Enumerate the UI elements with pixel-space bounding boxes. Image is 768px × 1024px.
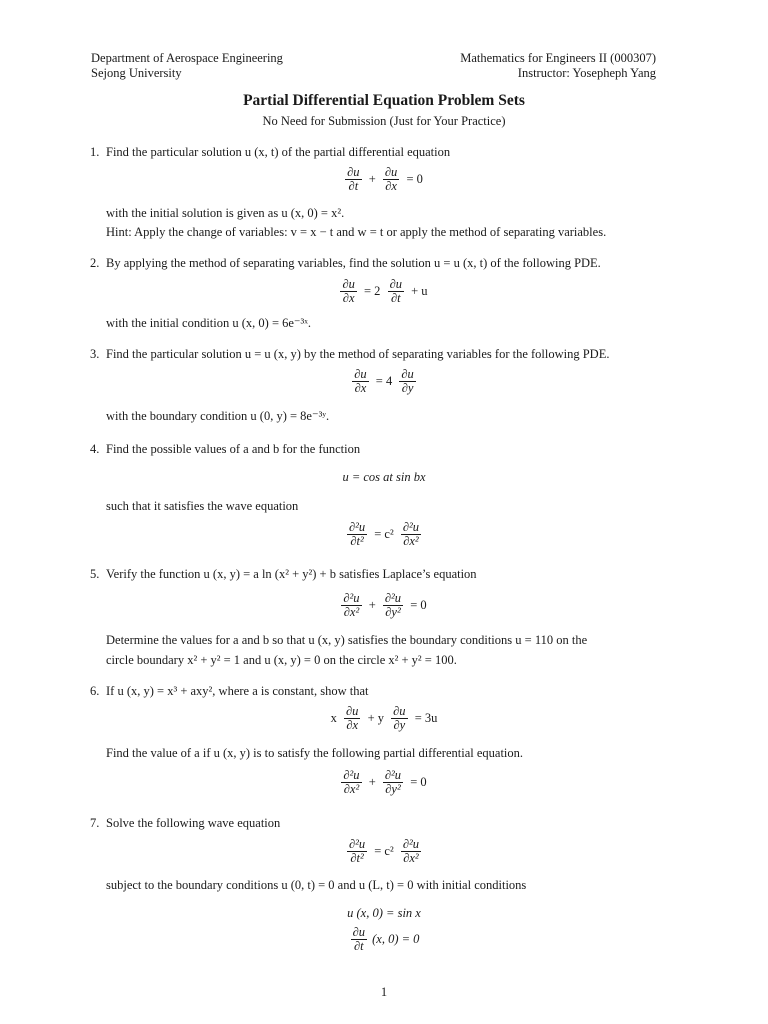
equation-5: $\frac{\text{∂²u}}{\text{∂x²}}$ + $\frac{\text{∂²u}}{\text{∂y²}}$ = 0 xyxy=(343,591,427,619)
problem-text: Determine the values for a and b so that u (x, y) satisfies the boundary conditions u = 110 on the xyxy=(106,633,588,647)
problem-text: with the initial condition u (x, 0) = 6e⁻³ˣ. xyxy=(106,316,312,330)
initial-condition-2: $\frac{\partial u}{\partial t}$ (x, 0) = 0 xyxy=(352,925,420,953)
problem-hint: Hint: Apply the change of variables: v = x − t and w = t or apply the method of separating variables. xyxy=(106,225,607,239)
equation-1: $\frac{\partial u}{\partial t}$ + $\frac{\partial u}{\partial x}$ = 0 xyxy=(347,165,423,193)
equation-7: $\frac{\text{∂²u}}{\text{∂t²}}$ = c² $\frac{\text{∂²u}}{\text{∂x²}}$ xyxy=(348,837,420,865)
problem-text: with the boundary condition u (0, y) = 8e⁻³ʸ. xyxy=(106,409,330,423)
fraction: $\frac{\partial u}{\partial t}$ xyxy=(347,165,360,193)
page-number: 1 xyxy=(380,985,388,999)
fraction: $\frac{\partial u}{\partial x}$ xyxy=(384,165,398,193)
header-right xyxy=(460,51,656,81)
equation-2: $\frac{\partial u}{\partial x}$ = 2 $\frac{\partial u}{\partial t}$ + u xyxy=(342,277,428,305)
document-subtitle: No Need for Submission (Just for Your Practice) xyxy=(262,114,506,128)
equation-4b: $\frac{\text{∂²u}}{\text{∂t²}}$ = c² $\frac{\text{∂²u}}{\text{∂x²}}$ xyxy=(348,520,420,548)
problem-text: subject to the boundary conditions u (0, t) = 0 and u (L, t) = 0 with initial conditions xyxy=(106,878,527,892)
problem-text: such that it satisfies the wave equation xyxy=(106,499,299,513)
course-text: Mathematics for Engineers II (000307) xyxy=(460,51,656,65)
equation-3: $\frac{\partial u}{\partial x}$ = 4 $\frac{\partial u}{\partial y}$ xyxy=(354,367,414,395)
instructor-text: Instructor: Yosepheph Yang xyxy=(517,66,656,80)
university-text: Sejong University xyxy=(91,66,182,80)
problem-text: Find the value of a if u (x, y) is to satisfy the following partial differential equation. xyxy=(106,746,524,760)
equation-4a: u = cos at sin bx xyxy=(342,470,426,484)
problem-number: 1. xyxy=(90,145,100,159)
equation-6a: x $\frac{\partial u}{\partial x}$ + y $\frac{\partial u}{\partial y}$ = 3u xyxy=(330,704,438,732)
problem-text: Find the particular solution u (x, t) of the partial differential equation xyxy=(106,145,451,159)
document-page: Department of Aerospace Engineering Sejong University Mathematics for Engineers II (000307) Instructor: Yosepheph Yang Partial Differential Equation Problem Sets No Need for Submission (Just for Your Practice) 1. Find the particular solution u (x, t) of the partial differential equation $\frac{\partial u}{\partial t}$ + $\frac{\partial u}{\partial x}$ = 0 with the initial solution is given as u (x, 0) = x². Hint: Apply the change of variables: v = x − t and w = t or apply the method of separating variables. 2. By applying the method of separating variables, find the solution u = u (x, t) of the following PDE. $\frac{\partial u}{\partial x}$ = 2 $\frac{\partial u}{\partial t}$ + u with the initial condition u (x, 0) = 6e⁻³ˣ. 3. Find the particular solution u = u (x, y) by the method of separating variables for the following PDE. $\frac{\partial u}{\partial x}$ = 4 $\frac{\partial u}{\partial y}$ with the boundary condition u (0, y) = 8e⁻³ʸ. 4. Find the possible values of a and b for the function u = cos at sin bx such that it satisfies the wave equation $\frac{\text{∂²u}}{\text{∂t²}}$ = c² $\frac{\text{∂²u}}{\text{∂x²}}$ 5. Verify the function u (x, y) = a ln (x² + y²) + b satisfies Laplace’s equation $\frac{\text{∂²u}}{\text{∂x²}}$ + $\frac{\text{∂²u}}{\text{∂y²}}$ = 0 Determine the values for a and b so that u (x, y) satisfies the boundary conditions u = 110 on the circle boundary x² + y² = 1 and u (x, y) = 0 on the circle x² + y² = 100. 6. If u (x, y) = x³ + axy², where a is constant, show that x $\frac{\partial u}{\partial x}$ + y $\frac{\partial u}{\partial y}$ = 3u Find the value of a if u (x, y) is to satisfy the following partial differential equation. $\frac{\text{∂²u}}{\text{∂x²}}$ + $\frac{\text{∂²u}}{\text{∂y²}}$ = 0 7. Solve the following wave equation $\frac{\text{∂²u}}{\text{∂t²}}$ = c² $\frac{\text{∂²u}}{\text{∂x²}}$ subject to the boundary conditions u (0, t) = 0 and u (L, t) = 0 with initial conditions u (x, 0) = sin x $\frac{\partial u}{\partial t}$ (x, 0) = 0 1 xyxy=(0,0,768,1024)
header-left xyxy=(91,51,283,81)
initial-condition-1: u (x, 0) = sin x xyxy=(347,906,421,920)
problem-text: with the initial solution is given as u (x, 0) = x². xyxy=(106,206,345,220)
problem-text: circle boundary x² + y² = 1 and u (x, y) = 0 on the circle x² + y² = 100. xyxy=(106,653,457,667)
department-text: Department of Aerospace Engineering xyxy=(91,51,283,65)
document-title: Partial Differential Equation Problem Sets xyxy=(243,92,525,109)
equation-6b: $\frac{\text{∂²u}}{\text{∂x²}}$ + $\frac{\text{∂²u}}{\text{∂y²}}$ = 0 xyxy=(343,768,427,796)
